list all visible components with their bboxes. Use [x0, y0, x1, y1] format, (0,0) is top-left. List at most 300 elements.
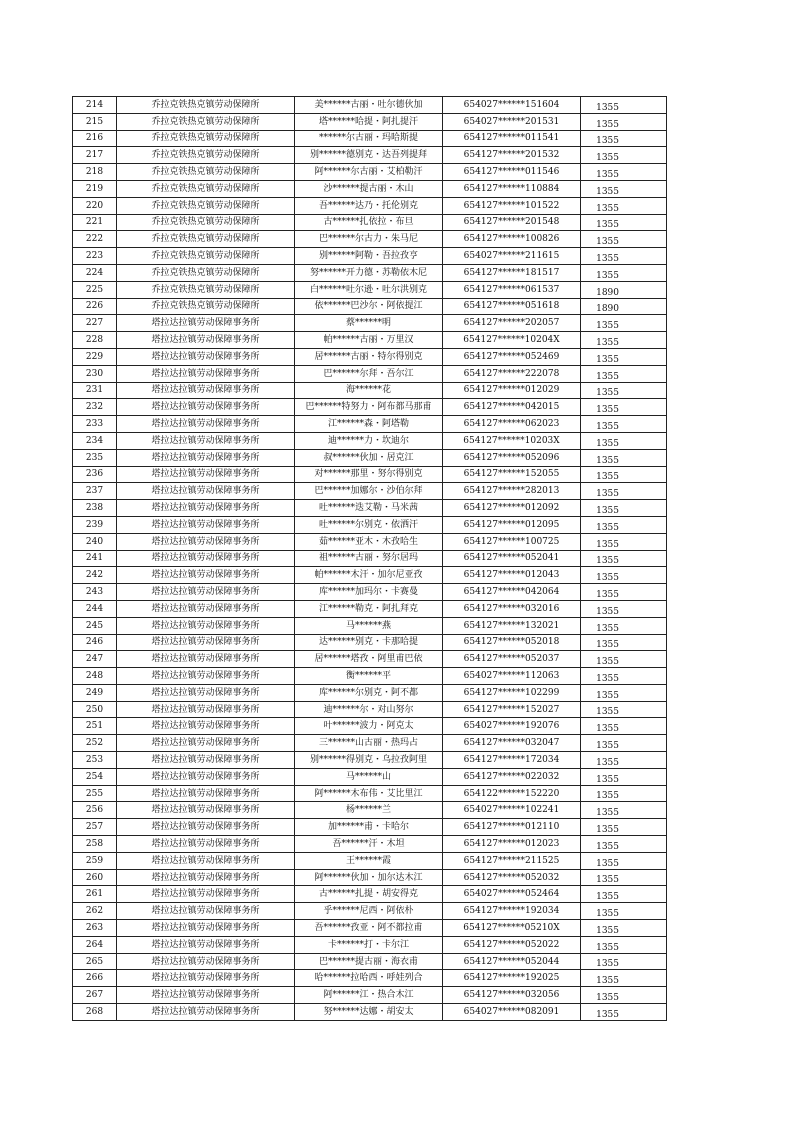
- name-cell: 叶******波力・阿克太: [295, 718, 443, 735]
- subsidy-table: [72, 96, 667, 1021]
- amount-cell: 1355: [581, 718, 667, 735]
- name-cell: 沙******提古丽・木山: [295, 180, 443, 197]
- name-cell: 塔******哈提・阿扎提汗: [295, 113, 443, 130]
- office-cell: 塔拉达拉镇劳动保障事务所: [117, 735, 295, 752]
- name-cell: 江******森・阿塔勒: [295, 416, 443, 433]
- table-row: [73, 584, 667, 601]
- row-number-cell: 222: [73, 231, 117, 248]
- amount-cell: 1355: [581, 449, 667, 466]
- row-number-cell: 232: [73, 399, 117, 416]
- table-row: [73, 735, 667, 752]
- name-cell: 对******那里・努尔得别克: [295, 466, 443, 483]
- row-number-cell: 226: [73, 298, 117, 315]
- id-number-cell: 654127******211525: [443, 852, 581, 869]
- row-number-cell: 224: [73, 264, 117, 281]
- id-number-cell: 654127******100725: [443, 533, 581, 550]
- table-row: [73, 483, 667, 500]
- id-number-cell: 654127******012043: [443, 567, 581, 584]
- id-number-cell: 654127******012110: [443, 819, 581, 836]
- amount-cell: 1355: [581, 634, 667, 651]
- name-cell: 吾******孜亚・阿不都拉甫: [295, 920, 443, 937]
- name-cell: 海******花: [295, 382, 443, 399]
- name-cell: 帕******木汗・加尔尼亚孜: [295, 567, 443, 584]
- amount-cell: 1355: [581, 130, 667, 147]
- amount-cell: 1355: [581, 651, 667, 668]
- id-number-cell: 654127******052032: [443, 869, 581, 886]
- row-number-cell: 254: [73, 768, 117, 785]
- id-number-cell: 654127******012023: [443, 836, 581, 853]
- amount-cell: 1355: [581, 752, 667, 769]
- office-cell: 塔拉达拉镇劳动保障事务所: [117, 987, 295, 1004]
- office-cell: 塔拉达拉镇劳动保障事务所: [117, 802, 295, 819]
- id-number-cell: 654127******222078: [443, 365, 581, 382]
- row-number-cell: 238: [73, 500, 117, 517]
- amount-cell: 1355: [581, 483, 667, 500]
- amount-cell: 1355: [581, 399, 667, 416]
- table-row: [73, 197, 667, 214]
- amount-cell: 1355: [581, 180, 667, 197]
- office-cell: 乔拉克铁热克镇劳动保障所: [117, 231, 295, 248]
- name-cell: 阿******江・热合木江: [295, 987, 443, 1004]
- amount-cell: 1355: [581, 869, 667, 886]
- name-cell: 迪******力・坎迪尔: [295, 432, 443, 449]
- id-number-cell: 654127******10204X: [443, 332, 581, 349]
- name-cell: 江******勒克・阿扎拜克: [295, 600, 443, 617]
- row-number-cell: 228: [73, 332, 117, 349]
- row-number-cell: 256: [73, 802, 117, 819]
- name-cell: 别******阿勒・吾拉孜亨: [295, 248, 443, 265]
- table-row: [73, 701, 667, 718]
- office-cell: 塔拉达拉镇劳动保障事务所: [117, 550, 295, 567]
- amount-cell: 1355: [581, 920, 667, 937]
- id-number-cell: 654027******201531: [443, 113, 581, 130]
- office-cell: 塔拉达拉镇劳动保障事务所: [117, 718, 295, 735]
- row-number-cell: 241: [73, 550, 117, 567]
- office-cell: 塔拉达拉镇劳动保障事务所: [117, 651, 295, 668]
- table-row: [73, 600, 667, 617]
- office-cell: 塔拉达拉镇劳动保障事务所: [117, 819, 295, 836]
- office-cell: 塔拉达拉镇劳动保障事务所: [117, 567, 295, 584]
- row-number-cell: 264: [73, 936, 117, 953]
- name-cell: 马******燕: [295, 617, 443, 634]
- name-cell: 哈******拉哈西・呼娃列合: [295, 970, 443, 987]
- table-row: [73, 1004, 667, 1021]
- id-number-cell: 654127******052018: [443, 634, 581, 651]
- table-row: [73, 752, 667, 769]
- office-cell: 塔拉达拉镇劳动保障事务所: [117, 584, 295, 601]
- row-number-cell: 245: [73, 617, 117, 634]
- id-number-cell: 654127******042064: [443, 584, 581, 601]
- amount-cell: 1355: [581, 533, 667, 550]
- id-number-cell: 654127******051618: [443, 298, 581, 315]
- row-number-cell: 242: [73, 567, 117, 584]
- row-number-cell: 229: [73, 348, 117, 365]
- amount-cell: 1355: [581, 584, 667, 601]
- office-cell: 乔拉克铁热克镇劳动保障所: [117, 147, 295, 164]
- amount-cell: 1355: [581, 147, 667, 164]
- id-number-cell: 654027******052464: [443, 886, 581, 903]
- amount-cell: 1355: [581, 365, 667, 382]
- name-cell: 巴******加娜尔・沙伯尔拜: [295, 483, 443, 500]
- table-row: [73, 113, 667, 130]
- id-number-cell: 654127******10203X: [443, 432, 581, 449]
- row-number-cell: 239: [73, 516, 117, 533]
- table-row: [73, 449, 667, 466]
- office-cell: 塔拉达拉镇劳动保障事务所: [117, 617, 295, 634]
- table-row: [73, 248, 667, 265]
- amount-cell: 1890: [581, 281, 667, 298]
- table-row: [73, 668, 667, 685]
- office-cell: 乔拉克铁热克镇劳动保障所: [117, 197, 295, 214]
- office-cell: 塔拉达拉镇劳动保障事务所: [117, 382, 295, 399]
- office-cell: 塔拉达拉镇劳动保障事务所: [117, 886, 295, 903]
- table-row: [73, 332, 667, 349]
- office-cell: 塔拉达拉镇劳动保障事务所: [117, 634, 295, 651]
- office-cell: 塔拉达拉镇劳动保障事务所: [117, 852, 295, 869]
- office-cell: 塔拉达拉镇劳动保障事务所: [117, 365, 295, 382]
- office-cell: 塔拉达拉镇劳动保障事务所: [117, 970, 295, 987]
- id-number-cell: 654127******172034: [443, 752, 581, 769]
- office-cell: 塔拉达拉镇劳动保障事务所: [117, 668, 295, 685]
- name-cell: 三******山古丽・热玛占: [295, 735, 443, 752]
- row-number-cell: 218: [73, 164, 117, 181]
- table-row: [73, 164, 667, 181]
- amount-cell: 1355: [581, 348, 667, 365]
- name-cell: 杨******兰: [295, 802, 443, 819]
- name-cell: 库******加玛尔・卡赛曼: [295, 584, 443, 601]
- id-number-cell: 654127******012092: [443, 500, 581, 517]
- name-cell: 古******扎提・胡安得克: [295, 886, 443, 903]
- name-cell: 努******开力德・苏勒依木尼: [295, 264, 443, 281]
- table-row: [73, 382, 667, 399]
- id-number-cell: 654122******152220: [443, 785, 581, 802]
- id-number-cell: 654027******082091: [443, 1004, 581, 1021]
- row-number-cell: 268: [73, 1004, 117, 1021]
- name-cell: 衡******平: [295, 668, 443, 685]
- name-cell: 卡******打・卡尔江: [295, 936, 443, 953]
- office-cell: 乔拉克铁热克镇劳动保障所: [117, 214, 295, 231]
- table-row: [73, 348, 667, 365]
- amount-cell: 1355: [581, 264, 667, 281]
- office-cell: 乔拉克铁热克镇劳动保障所: [117, 164, 295, 181]
- table-row: [73, 903, 667, 920]
- row-number-cell: 253: [73, 752, 117, 769]
- table-row: [73, 365, 667, 382]
- office-cell: 塔拉达拉镇劳动保障事务所: [117, 483, 295, 500]
- id-number-cell: 654127******052041: [443, 550, 581, 567]
- office-cell: 塔拉达拉镇劳动保障事务所: [117, 953, 295, 970]
- name-cell: 巴******特努力・阿布都马那甫: [295, 399, 443, 416]
- id-number-cell: 654127******011546: [443, 164, 581, 181]
- name-cell: 吐******尔别克・依洒汗: [295, 516, 443, 533]
- row-number-cell: 261: [73, 886, 117, 903]
- table-row: [73, 886, 667, 903]
- table-row: [73, 819, 667, 836]
- name-cell: 巴******尔古力・朱马尼: [295, 231, 443, 248]
- table-row: [73, 785, 667, 802]
- amount-cell: 1355: [581, 500, 667, 517]
- table-row: [73, 432, 667, 449]
- amount-cell: 1355: [581, 315, 667, 332]
- name-cell: 加******甫・卡哈尔: [295, 819, 443, 836]
- table-row: [73, 920, 667, 937]
- amount-cell: 1355: [581, 852, 667, 869]
- row-number-cell: 236: [73, 466, 117, 483]
- id-number-cell: 654127******061537: [443, 281, 581, 298]
- name-cell: 别******得别克・乌拉孜阿里: [295, 752, 443, 769]
- row-number-cell: 221: [73, 214, 117, 231]
- id-number-cell: 654127******192034: [443, 903, 581, 920]
- name-cell: 努******达娜・胡安太: [295, 1004, 443, 1021]
- office-cell: 塔拉达拉镇劳动保障事务所: [117, 516, 295, 533]
- amount-cell: 1355: [581, 903, 667, 920]
- id-number-cell: 654027******102241: [443, 802, 581, 819]
- table-row: [73, 970, 667, 987]
- office-cell: 塔拉达拉镇劳动保障事务所: [117, 836, 295, 853]
- office-cell: 塔拉达拉镇劳动保障事务所: [117, 903, 295, 920]
- amount-cell: 1355: [581, 416, 667, 433]
- name-cell: ******尔古丽・玛哈斯提: [295, 130, 443, 147]
- office-cell: 塔拉达拉镇劳动保障事务所: [117, 920, 295, 937]
- id-number-cell: 654127******152055: [443, 466, 581, 483]
- office-cell: 塔拉达拉镇劳动保障事务所: [117, 752, 295, 769]
- amount-cell: 1355: [581, 802, 667, 819]
- id-number-cell: 654127******152027: [443, 701, 581, 718]
- row-number-cell: 257: [73, 819, 117, 836]
- id-number-cell: 654127******201548: [443, 214, 581, 231]
- name-cell: 乎******尼西・阿依朴: [295, 903, 443, 920]
- name-cell: 吾******汗・木坦: [295, 836, 443, 853]
- id-number-cell: 654127******032047: [443, 735, 581, 752]
- name-cell: 帕******古丽・万里汉: [295, 332, 443, 349]
- office-cell: 塔拉达拉镇劳动保障事务所: [117, 449, 295, 466]
- name-cell: 吾******达乃・托伦别克: [295, 197, 443, 214]
- name-cell: 茹******亚木・木孜哈生: [295, 533, 443, 550]
- office-cell: 乔拉克铁热克镇劳动保障所: [117, 264, 295, 281]
- table-row: [73, 315, 667, 332]
- row-number-cell: 246: [73, 634, 117, 651]
- amount-cell: 1355: [581, 516, 667, 533]
- table-row: [73, 567, 667, 584]
- id-number-cell: 654027******192076: [443, 718, 581, 735]
- office-cell: 塔拉达拉镇劳动保障事务所: [117, 1004, 295, 1021]
- amount-cell: 1355: [581, 936, 667, 953]
- table-row: [73, 214, 667, 231]
- id-number-cell: 654127******282013: [443, 483, 581, 500]
- table-row: [73, 768, 667, 785]
- office-cell: 塔拉达拉镇劳动保障事务所: [117, 684, 295, 701]
- amount-cell: 1355: [581, 600, 667, 617]
- row-number-cell: 216: [73, 130, 117, 147]
- amount-cell: 1355: [581, 97, 667, 114]
- row-number-cell: 252: [73, 735, 117, 752]
- row-number-cell: 259: [73, 852, 117, 869]
- id-number-cell: 654127******100826: [443, 231, 581, 248]
- office-cell: 塔拉达拉镇劳动保障事务所: [117, 936, 295, 953]
- row-number-cell: 223: [73, 248, 117, 265]
- office-cell: 塔拉达拉镇劳动保障事务所: [117, 315, 295, 332]
- amount-cell: 1355: [581, 785, 667, 802]
- row-number-cell: 263: [73, 920, 117, 937]
- row-number-cell: 225: [73, 281, 117, 298]
- office-cell: 乔拉克铁热克镇劳动保障所: [117, 130, 295, 147]
- office-cell: 塔拉达拉镇劳动保障事务所: [117, 600, 295, 617]
- table-row: [73, 718, 667, 735]
- id-number-cell: 654027******151604: [443, 97, 581, 114]
- table-row: [73, 836, 667, 853]
- table-body: [73, 97, 667, 1021]
- row-number-cell: 231: [73, 382, 117, 399]
- name-cell: 居******塔孜・阿里甫巴依: [295, 651, 443, 668]
- row-number-cell: 265: [73, 953, 117, 970]
- id-number-cell: 654027******211615: [443, 248, 581, 265]
- table-row: [73, 936, 667, 953]
- row-number-cell: 249: [73, 684, 117, 701]
- row-number-cell: 230: [73, 365, 117, 382]
- table-row: [73, 281, 667, 298]
- row-number-cell: 244: [73, 600, 117, 617]
- amount-cell: 1355: [581, 197, 667, 214]
- amount-cell: 1355: [581, 382, 667, 399]
- name-cell: 祖******古丽・努尔居玛: [295, 550, 443, 567]
- amount-cell: 1355: [581, 768, 667, 785]
- id-number-cell: 654127******110884: [443, 180, 581, 197]
- row-number-cell: 247: [73, 651, 117, 668]
- table-row: [73, 466, 667, 483]
- amount-cell: 1355: [581, 735, 667, 752]
- id-number-cell: 654127******102299: [443, 684, 581, 701]
- amount-cell: 1890: [581, 298, 667, 315]
- office-cell: 塔拉达拉镇劳动保障事务所: [117, 500, 295, 517]
- name-cell: 马******山: [295, 768, 443, 785]
- amount-cell: 1355: [581, 248, 667, 265]
- table-row: [73, 852, 667, 869]
- id-number-cell: 654127******022032: [443, 768, 581, 785]
- office-cell: 乔拉克铁热克镇劳动保障所: [117, 97, 295, 114]
- row-number-cell: 243: [73, 584, 117, 601]
- amount-cell: 1355: [581, 953, 667, 970]
- id-number-cell: 654127******012095: [443, 516, 581, 533]
- id-number-cell: 654127******201532: [443, 147, 581, 164]
- row-number-cell: 215: [73, 113, 117, 130]
- amount-cell: 1355: [581, 987, 667, 1004]
- amount-cell: 1355: [581, 113, 667, 130]
- id-number-cell: 654127******012029: [443, 382, 581, 399]
- name-cell: 别******德别克・达吾列提拜: [295, 147, 443, 164]
- id-number-cell: 654127******032056: [443, 987, 581, 1004]
- row-number-cell: 233: [73, 416, 117, 433]
- office-cell: 塔拉达拉镇劳动保障事务所: [117, 785, 295, 802]
- table-row: [73, 264, 667, 281]
- name-cell: 阿******木布伟・艾比里江: [295, 785, 443, 802]
- id-number-cell: 654127******062023: [443, 416, 581, 433]
- amount-cell: 1355: [581, 466, 667, 483]
- name-cell: 居******古丽・特尔得别克: [295, 348, 443, 365]
- row-number-cell: 240: [73, 533, 117, 550]
- name-cell: 叔******伙加・居克江: [295, 449, 443, 466]
- id-number-cell: 654127******05210X: [443, 920, 581, 937]
- name-cell: 库******尔别克・阿不都: [295, 684, 443, 701]
- amount-cell: 1355: [581, 970, 667, 987]
- amount-cell: 1355: [581, 668, 667, 685]
- table-row: [73, 869, 667, 886]
- name-cell: 古******扎依拉・布旦: [295, 214, 443, 231]
- amount-cell: 1355: [581, 617, 667, 634]
- id-number-cell: 654127******052037: [443, 651, 581, 668]
- row-number-cell: 260: [73, 869, 117, 886]
- office-cell: 塔拉达拉镇劳动保障事务所: [117, 399, 295, 416]
- amount-cell: 1355: [581, 567, 667, 584]
- name-cell: 阿******伙加・加尔达木江: [295, 869, 443, 886]
- name-cell: 依******巴沙尔・阿依提江: [295, 298, 443, 315]
- row-number-cell: 227: [73, 315, 117, 332]
- id-number-cell: 654127******192025: [443, 970, 581, 987]
- id-number-cell: 654127******052096: [443, 449, 581, 466]
- amount-cell: 1355: [581, 550, 667, 567]
- office-cell: 塔拉达拉镇劳动保障事务所: [117, 869, 295, 886]
- office-cell: 塔拉达拉镇劳动保障事务所: [117, 768, 295, 785]
- office-cell: 塔拉达拉镇劳动保障事务所: [117, 466, 295, 483]
- name-cell: 蔡******明: [295, 315, 443, 332]
- amount-cell: 1355: [581, 886, 667, 903]
- row-number-cell: 267: [73, 987, 117, 1004]
- name-cell: 巴******提古丽・海衣甫: [295, 953, 443, 970]
- office-cell: 塔拉达拉镇劳动保障事务所: [117, 416, 295, 433]
- table-row: [73, 651, 667, 668]
- name-cell: 白******吐尔逊・吐尔洪别克: [295, 281, 443, 298]
- table-row: [73, 617, 667, 634]
- office-cell: 乔拉克铁热克镇劳动保障所: [117, 248, 295, 265]
- office-cell: 乔拉克铁热克镇劳动保障所: [117, 298, 295, 315]
- amount-cell: 1355: [581, 231, 667, 248]
- id-number-cell: 654127******032016: [443, 600, 581, 617]
- name-cell: 阿******尔古丽・艾柏勒汗: [295, 164, 443, 181]
- row-number-cell: 250: [73, 701, 117, 718]
- office-cell: 乔拉克铁热克镇劳动保障所: [117, 180, 295, 197]
- table-row: [73, 500, 667, 517]
- row-number-cell: 235: [73, 449, 117, 466]
- table-row: [73, 97, 667, 114]
- name-cell: 达******别克・卡那哈提: [295, 634, 443, 651]
- table-row: [73, 953, 667, 970]
- row-number-cell: 266: [73, 970, 117, 987]
- row-number-cell: 214: [73, 97, 117, 114]
- amount-cell: 1355: [581, 1004, 667, 1021]
- row-number-cell: 258: [73, 836, 117, 853]
- amount-cell: 1355: [581, 701, 667, 718]
- office-cell: 塔拉达拉镇劳动保障事务所: [117, 701, 295, 718]
- row-number-cell: 262: [73, 903, 117, 920]
- name-cell: 迪******尔・对山努尔: [295, 701, 443, 718]
- amount-cell: 1355: [581, 684, 667, 701]
- table-row: [73, 802, 667, 819]
- table-row: [73, 130, 667, 147]
- row-number-cell: 251: [73, 718, 117, 735]
- amount-cell: 1355: [581, 332, 667, 349]
- row-number-cell: 234: [73, 432, 117, 449]
- office-cell: 塔拉达拉镇劳动保障事务所: [117, 332, 295, 349]
- name-cell: 吐******迭艾勒・马米茜: [295, 500, 443, 517]
- table-row: [73, 550, 667, 567]
- amount-cell: 1355: [581, 214, 667, 231]
- office-cell: 乔拉克铁热克镇劳动保障所: [117, 281, 295, 298]
- id-number-cell: 654127******101522: [443, 197, 581, 214]
- id-number-cell: 654127******011541: [443, 130, 581, 147]
- amount-cell: 1355: [581, 432, 667, 449]
- amount-cell: 1355: [581, 836, 667, 853]
- amount-cell: 1355: [581, 819, 667, 836]
- table-row: [73, 987, 667, 1004]
